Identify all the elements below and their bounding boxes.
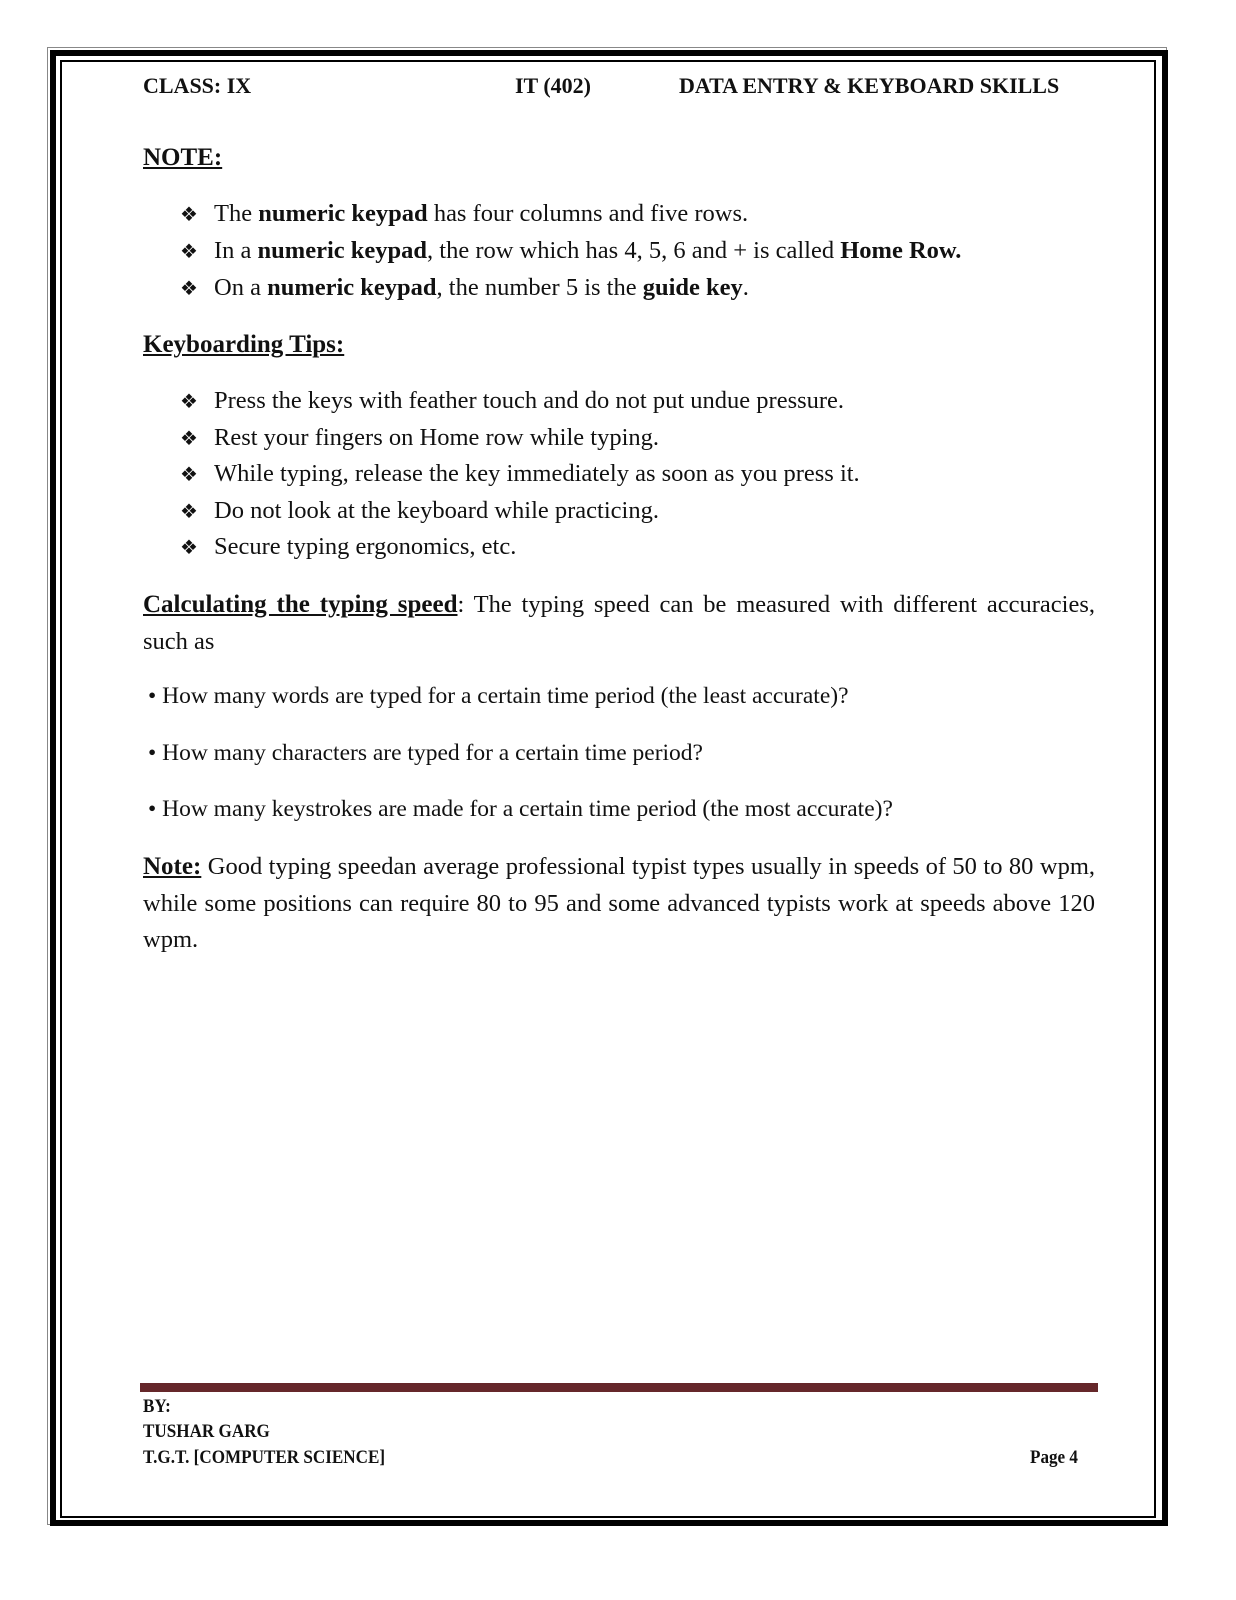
- diamond-bullet-icon: ❖: [180, 537, 198, 559]
- list-item-text: In a: [214, 237, 258, 264]
- list-item: [180, 533, 516, 561]
- list-item-text: Rest your fingers on Home row while typing.: [214, 424, 660, 451]
- diamond-bullet-icon: ❖: [180, 391, 198, 413]
- diamond-bullet-icon: ❖: [180, 241, 198, 263]
- speed-heading: Calculating the typing speed: [143, 591, 458, 618]
- footer-designation: T.G.T. [COMPUTER SCIENCE]: [143, 1447, 386, 1468]
- list-item: [180, 200, 748, 228]
- header-class: CLASS: IX: [143, 73, 252, 98]
- list-item-text: Press the keys with feather touch and do not put undue pressure.: [214, 387, 845, 414]
- final-note-paragraph: [143, 849, 1095, 959]
- speed-item: • How many characters are typed for a certain time period?: [148, 740, 703, 766]
- bold-text: numeric keypad: [258, 200, 428, 227]
- list-item-text: On a: [214, 274, 268, 301]
- list-item-text: The: [214, 200, 259, 227]
- list-item: [180, 460, 860, 488]
- list-item: [180, 497, 659, 525]
- footer-author: TUSHAR GARG: [143, 1421, 270, 1442]
- list-item-text: has four columns and five rows.: [427, 200, 749, 227]
- tips-heading: Keyboarding Tips:: [143, 331, 345, 358]
- list-item-text: Do not look at the keyboard while practicing.: [214, 497, 659, 524]
- bold-text: guide key: [642, 274, 743, 301]
- final-note-text: Good typing speedan average professional typist types usually in speeds of 50 to 80 wpm, while some positions can require 80 to 95 and some advanced typists work at speeds above 120 wpm.: [143, 853, 1095, 954]
- header-subject-code: IT (402): [515, 73, 591, 98]
- list-item: [180, 424, 659, 452]
- speed-text: : The typing speed can be measured with different accuracies, such as: [143, 591, 1095, 655]
- list-item: [180, 387, 844, 415]
- speed-item: • How many keystrokes are made for a certain time period (the most accurate)?: [148, 796, 893, 822]
- list-item-text: , the row which has 4, 5, 6 and + is called: [427, 237, 841, 264]
- diamond-bullet-icon: ❖: [180, 428, 198, 450]
- speed-item: • How many words are typed for a certain time period (the least accurate)?: [148, 683, 849, 709]
- list-item: [180, 237, 961, 265]
- diamond-bullet-icon: ❖: [180, 204, 198, 226]
- footer-bar: [140, 1383, 1098, 1392]
- list-item-text: , the number 5 is the: [436, 274, 643, 301]
- bold-text: numeric keypad: [267, 274, 437, 301]
- list-item-text: While typing, release the key immediately as soon as you press it.: [214, 460, 860, 487]
- bold-text: numeric keypad: [257, 237, 428, 264]
- final-note-label: Note:: [143, 853, 202, 880]
- list-item: [180, 274, 749, 302]
- bold-text: Home Row.: [840, 237, 962, 264]
- diamond-bullet-icon: ❖: [180, 278, 198, 300]
- footer-by: BY:: [143, 1396, 171, 1417]
- page-number: Page 4: [1030, 1447, 1078, 1468]
- note-heading: NOTE:: [143, 144, 223, 171]
- list-item-text: Secure typing ergonomics, etc.: [214, 533, 517, 560]
- diamond-bullet-icon: ❖: [180, 464, 198, 486]
- speed-paragraph: [143, 587, 1095, 660]
- header-title: DATA ENTRY & KEYBOARD SKILLS: [679, 73, 1060, 98]
- list-item-text: .: [742, 274, 749, 301]
- diamond-bullet-icon: ❖: [180, 501, 198, 523]
